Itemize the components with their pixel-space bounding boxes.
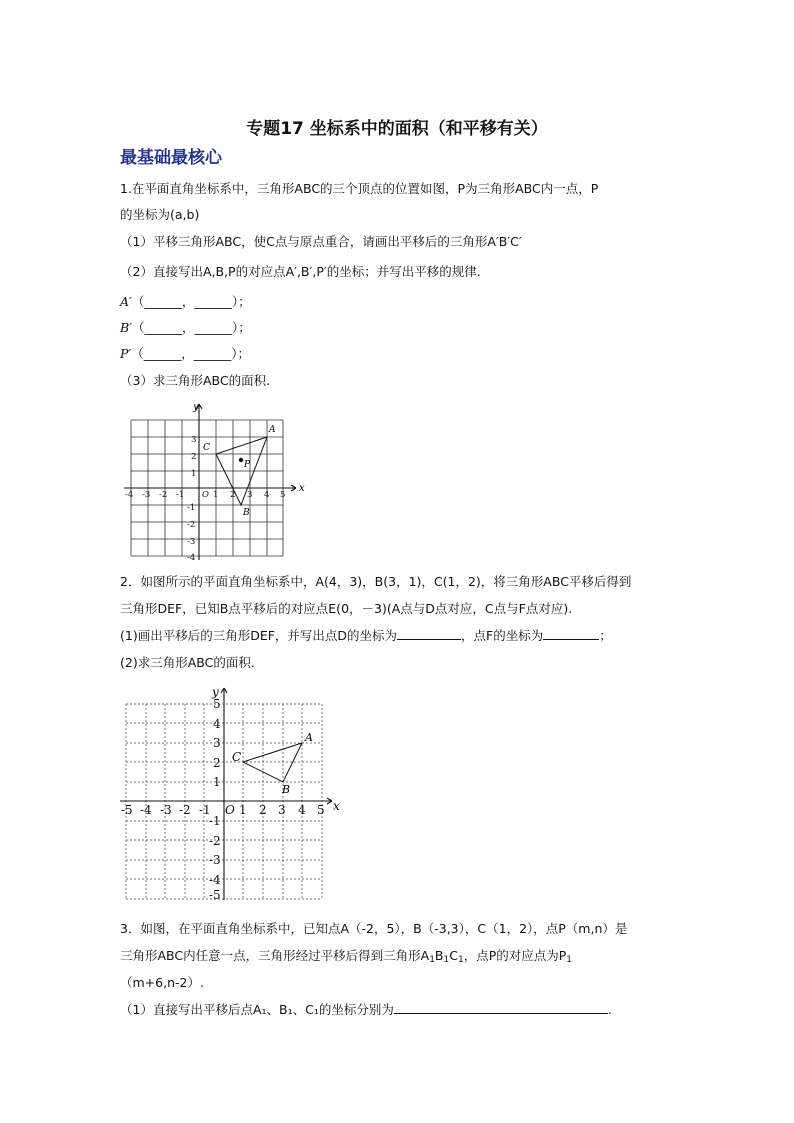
q1-coordinate-grid <box>120 400 310 560</box>
q1-x-tick: 4 <box>264 490 270 500</box>
section-heading: 最基础最核心 <box>120 148 222 168</box>
q2-y-tick: 5 <box>213 697 221 711</box>
q1-y-tick: -4 <box>187 553 196 560</box>
q1-blank-a-field[interactable]: （______，______）； <box>131 294 251 309</box>
q2-part2: (2)求三角形ABC的面积． <box>120 655 264 670</box>
q2-y-tick: 1 <box>213 775 221 789</box>
q1-blank-a <box>120 293 251 311</box>
q2-triangle-abc <box>243 743 302 782</box>
q2-line2: 三角形DEF，已知B点平移后的对应点E(0，－3)(A点与D点对应，C点与F点对应). <box>120 601 573 616</box>
q2-part1-end: ； <box>599 628 612 643</box>
q2-x-tick: 4 <box>298 803 306 817</box>
q3-line2-text: 三角形ABC内任意一点，三角形经过平移后得到三角形A <box>120 948 430 963</box>
q1-y-tick: 3 <box>191 435 197 445</box>
q2-y-tick: -1 <box>209 814 221 828</box>
q1-x-tick: 2 <box>230 490 236 500</box>
q1-line1: 1.在平面直角坐标系中，三角形ABC的三个顶点的位置如图，P为三角形ABC内一点，P <box>120 181 599 196</box>
q2-x-tick: -4 <box>140 803 152 817</box>
q2-y-tick: 2 <box>213 756 221 770</box>
q2-coordinate-grid <box>118 682 346 900</box>
q2-y-tick: -3 <box>209 853 221 867</box>
page-title: 专题17 坐标系中的面积（和平移有关） <box>246 119 548 139</box>
q1-y-tick: -3 <box>187 537 196 547</box>
q1-label-b: B <box>243 508 250 518</box>
q3-part1 <box>120 1001 612 1019</box>
q1-y-tick: 1 <box>191 469 197 479</box>
q2-x-tick: -5 <box>121 803 133 817</box>
q2-part1-text: (1)画出平移后的三角形DEF，并写出点D的坐标为 <box>120 628 398 643</box>
q2-part1-mid: ，点F的坐标为 <box>461 628 544 643</box>
q1-y-tick: -2 <box>187 520 196 530</box>
q1-origin: O <box>202 490 209 500</box>
q1-x-tick: -3 <box>142 490 151 500</box>
q1-part3: （3）求三角形ABC的面积. <box>120 373 271 388</box>
q1-x-label: x <box>299 483 305 494</box>
q3-blank-coords[interactable] <box>394 1001 608 1014</box>
q2-x-tick: 3 <box>278 803 286 817</box>
q2-label-c: C <box>232 750 242 764</box>
q1-blank-b <box>120 319 251 337</box>
q3-part1-end: . <box>607 1002 612 1017</box>
q2-y-ticks <box>209 697 221 900</box>
q2-x-tick: 5 <box>317 803 325 817</box>
q2-blank-f[interactable] <box>543 627 599 640</box>
q2-x-ticks <box>121 803 325 817</box>
q1-x-tick: -4 <box>125 490 134 500</box>
q2-x-tick: -1 <box>199 803 211 817</box>
q2-x-label: x <box>333 799 340 813</box>
q1-x-ticks <box>125 490 285 500</box>
q1-x-tick: 3 <box>247 490 253 500</box>
q1-blank-p <box>120 345 250 363</box>
q2-y-tick: -2 <box>209 834 221 848</box>
q3-line1: 3．如图，在平面直角坐标系中，已知点A（-2，5），B（-3,3），C（1，2），点P（m,n）是 <box>120 921 628 936</box>
q1-y-label: y <box>193 402 199 413</box>
q2-line1: 2．如图所示的平面直角坐标系中，A(4，3)，B(3，1)，C(1，2)，将三角形ABC平移后得到 <box>120 574 632 589</box>
q1-blank-b-label: B′ <box>120 320 133 335</box>
q1-y-tick: 2 <box>191 452 197 462</box>
q1-label-c: C <box>203 443 210 453</box>
q2-y-tick: 3 <box>213 736 221 750</box>
q1-x-tick: -2 <box>159 490 168 500</box>
q1-part2: （2）直接写出A,B,P的对应点A′,B′,P′的坐标；并写出平移的规律. <box>120 264 481 279</box>
q1-line2: 的坐标为(a,b) <box>120 207 200 222</box>
q1-x-tick: 1 <box>213 490 219 500</box>
q2-x-tick: 2 <box>259 803 267 817</box>
q1-x-tick: -1 <box>176 490 185 500</box>
q1-part1: （1）平移三角形ABC，使C点与原点重合，请画出平移后的三角形A′B′C′ <box>120 234 522 249</box>
q2-label-a: A <box>305 731 313 744</box>
q1-label-a: A <box>269 425 276 435</box>
q3-line2-mid: ，点P的对应点为P <box>463 948 567 963</box>
q1-blank-p-field[interactable]: （______，______）； <box>131 346 251 361</box>
q2-x-tick: -2 <box>179 803 191 817</box>
q2-part1 <box>120 627 612 645</box>
q2-y-label: y <box>212 685 219 699</box>
q2-x-tick: -3 <box>160 803 172 817</box>
q3-part1-text: （1）直接写出平移后点A₁、B₁、C₁的坐标分别为 <box>120 1002 394 1017</box>
q1-label-p: P <box>244 460 251 470</box>
q3-line2: 三角形ABC内任意一点，三角形经过平移后得到三角形A1B1C1，点P的对应点为P1 <box>120 948 573 965</box>
q3-line3: （m+6,n-2）. <box>120 975 204 990</box>
q1-blank-b-field[interactable]: （______，______）； <box>132 320 251 335</box>
q2-y-tick: -5 <box>209 888 221 900</box>
q2-y-tick: 4 <box>213 717 221 731</box>
q2-x-tick: 1 <box>239 803 247 817</box>
q2-blank-d[interactable] <box>397 627 461 640</box>
q2-origin: O <box>225 803 235 817</box>
q1-blank-p-label: P′ <box>120 346 132 361</box>
q1-y-tick: -1 <box>187 503 196 513</box>
q2-label-b: B <box>282 783 291 796</box>
q2-axes <box>120 688 332 900</box>
q2-y-tick: -4 <box>209 873 221 887</box>
q1-blank-a-label: A′ <box>120 294 132 309</box>
q1-point-p <box>239 458 243 462</box>
q1-x-tick: 5 <box>280 490 286 500</box>
